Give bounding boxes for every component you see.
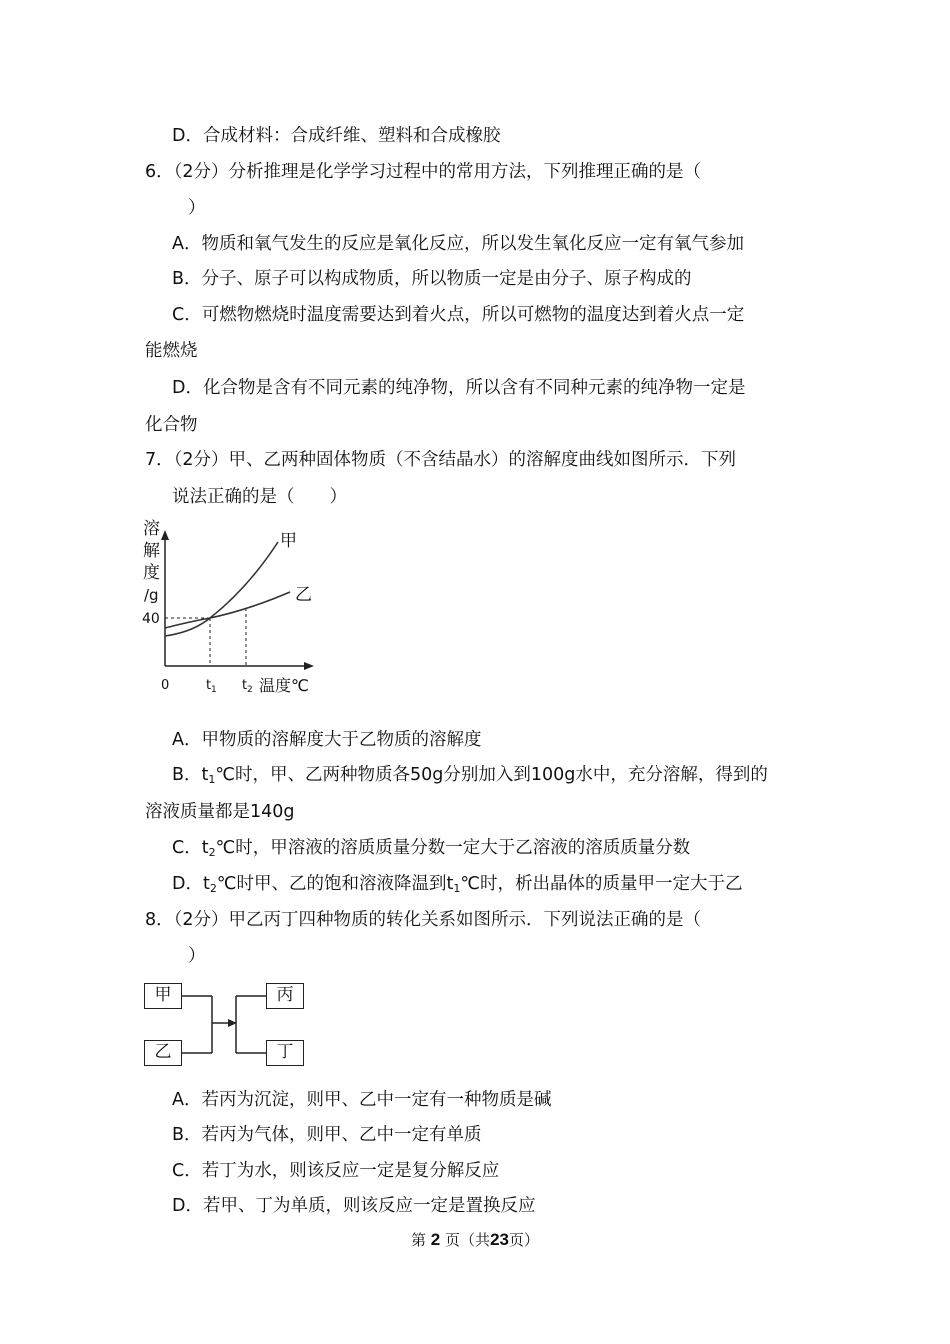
q7-option-b-cont: 溶液质量都是140g	[145, 802, 295, 822]
q8-stem-close: ）	[188, 946, 206, 966]
footer-page-number: 2	[430, 1230, 441, 1249]
q8-stem: 8．（2分）甲乙丙丁四种物质的转化关系如图所示．下列说法正确的是（	[145, 910, 702, 930]
y-tick-label: 40	[142, 611, 160, 627]
q6-option-d-cont: 化合物	[145, 415, 198, 435]
q7-stem: 7．（2分）甲、乙两种固体物质（不含结晶水）的溶解度曲线如图所示．下列	[145, 450, 737, 470]
q7-b-prefix: B．t	[172, 765, 209, 785]
q6-option-a: A．物质和氧气发生的反应是氧化反应，所以发生氧化反应一定有氧气参加	[172, 234, 744, 254]
q7-option-d	[172, 873, 743, 900]
q7-d-sub: 2	[209, 882, 217, 895]
x-tick-subscript: 1	[211, 685, 217, 695]
reaction-diagram	[140, 980, 320, 1072]
series-label: 甲	[280, 531, 297, 551]
q7-option-c	[172, 837, 690, 864]
q6-option-c-cont: 能燃烧	[145, 341, 198, 361]
x-tick-label: t	[242, 678, 248, 693]
q6-option-d: D．化合物是含有不同元素的纯净物，所以含有不同种元素的纯净物一定是	[172, 378, 746, 398]
q6-stem: 6．（2分）分析推理是化学学习过程中的常用方法，下列推理正确的是（	[145, 162, 702, 182]
q6-option-b: B．分子、原子可以构成物质，所以物质一定是由分子、原子构成的	[172, 269, 692, 289]
box-yi: 乙	[144, 1040, 182, 1066]
x-tick-subscript: 2	[247, 685, 253, 695]
chart-labels	[142, 519, 312, 695]
q7-d-prefix: D．t	[172, 874, 210, 894]
q7-c-sub: 2	[208, 846, 216, 859]
y-axis-label-char: /g	[144, 586, 159, 604]
y-axis-arrow-icon	[161, 530, 169, 540]
q6-option-c: C．可燃物燃烧时温度需要达到着火点，所以可燃物的温度达到着火点一定	[172, 305, 745, 325]
q7-d-sub2: 1	[453, 882, 461, 895]
q8-option-c: C．若丁为水，则该反应一定是复分解反应	[172, 1161, 500, 1181]
footer-prefix: 第	[411, 1231, 427, 1249]
box-jia: 甲	[144, 983, 182, 1009]
q7-b-sub: 1	[208, 773, 216, 786]
q7-option-b	[172, 764, 768, 791]
q7-d-text: ℃时，析出晶体的质量甲一定大于乙	[460, 874, 743, 894]
box-bing: 丙	[266, 983, 304, 1009]
q8-option-a: A．若丙为沉淀，则甲、乙中一定有一种物质是碱	[172, 1090, 552, 1110]
q7-b-text: ℃时，甲、乙两种物质各50g分别加入到100g水中，充分溶解，得到的	[215, 765, 768, 785]
q7-c-text: ℃时，甲溶液的溶质质量分数一定大于乙溶液的溶质质量分数	[215, 838, 691, 858]
x-axis-arrow-icon	[304, 662, 314, 670]
series-jia-curve	[165, 542, 278, 636]
page-footer	[0, 1229, 950, 1250]
series-label: 乙	[295, 585, 312, 605]
q5-option-d: D．合成材料：合成纤维、塑料和合成橡胶	[172, 126, 501, 146]
q8-option-d: D．若甲、丁为单质，则该反应一定是置换反应	[172, 1196, 536, 1216]
series-yi-curve	[165, 592, 290, 628]
y-axis-label-char: 解	[143, 541, 160, 561]
footer-mid: 页（共	[445, 1231, 491, 1249]
q7-c-prefix: C．t	[172, 838, 209, 858]
q7-d-mid: ℃时甲、乙的饱和溶液降温到t	[216, 874, 454, 894]
footer-total-pages: 23	[490, 1230, 509, 1249]
origin-label: 0	[161, 678, 170, 693]
footer-suffix: 页）	[508, 1231, 539, 1249]
y-axis-label-char: 溶	[143, 519, 160, 539]
x-tick-label: t	[206, 678, 212, 693]
solubility-chart	[138, 518, 328, 700]
q8-option-b: B．若丙为气体，则甲、乙中一定有单质	[172, 1125, 482, 1145]
x-axis-label: 温度℃	[259, 676, 309, 695]
y-axis-label-char: 度	[143, 563, 160, 583]
chart-axes	[161, 530, 314, 670]
q7-stem-cont: 说法正确的是（ ）	[172, 487, 347, 507]
q7-option-a: A．甲物质的溶解度大于乙物质的溶解度	[172, 730, 482, 750]
q6-stem-close: ）	[188, 198, 206, 218]
box-ding: 丁	[266, 1040, 304, 1066]
